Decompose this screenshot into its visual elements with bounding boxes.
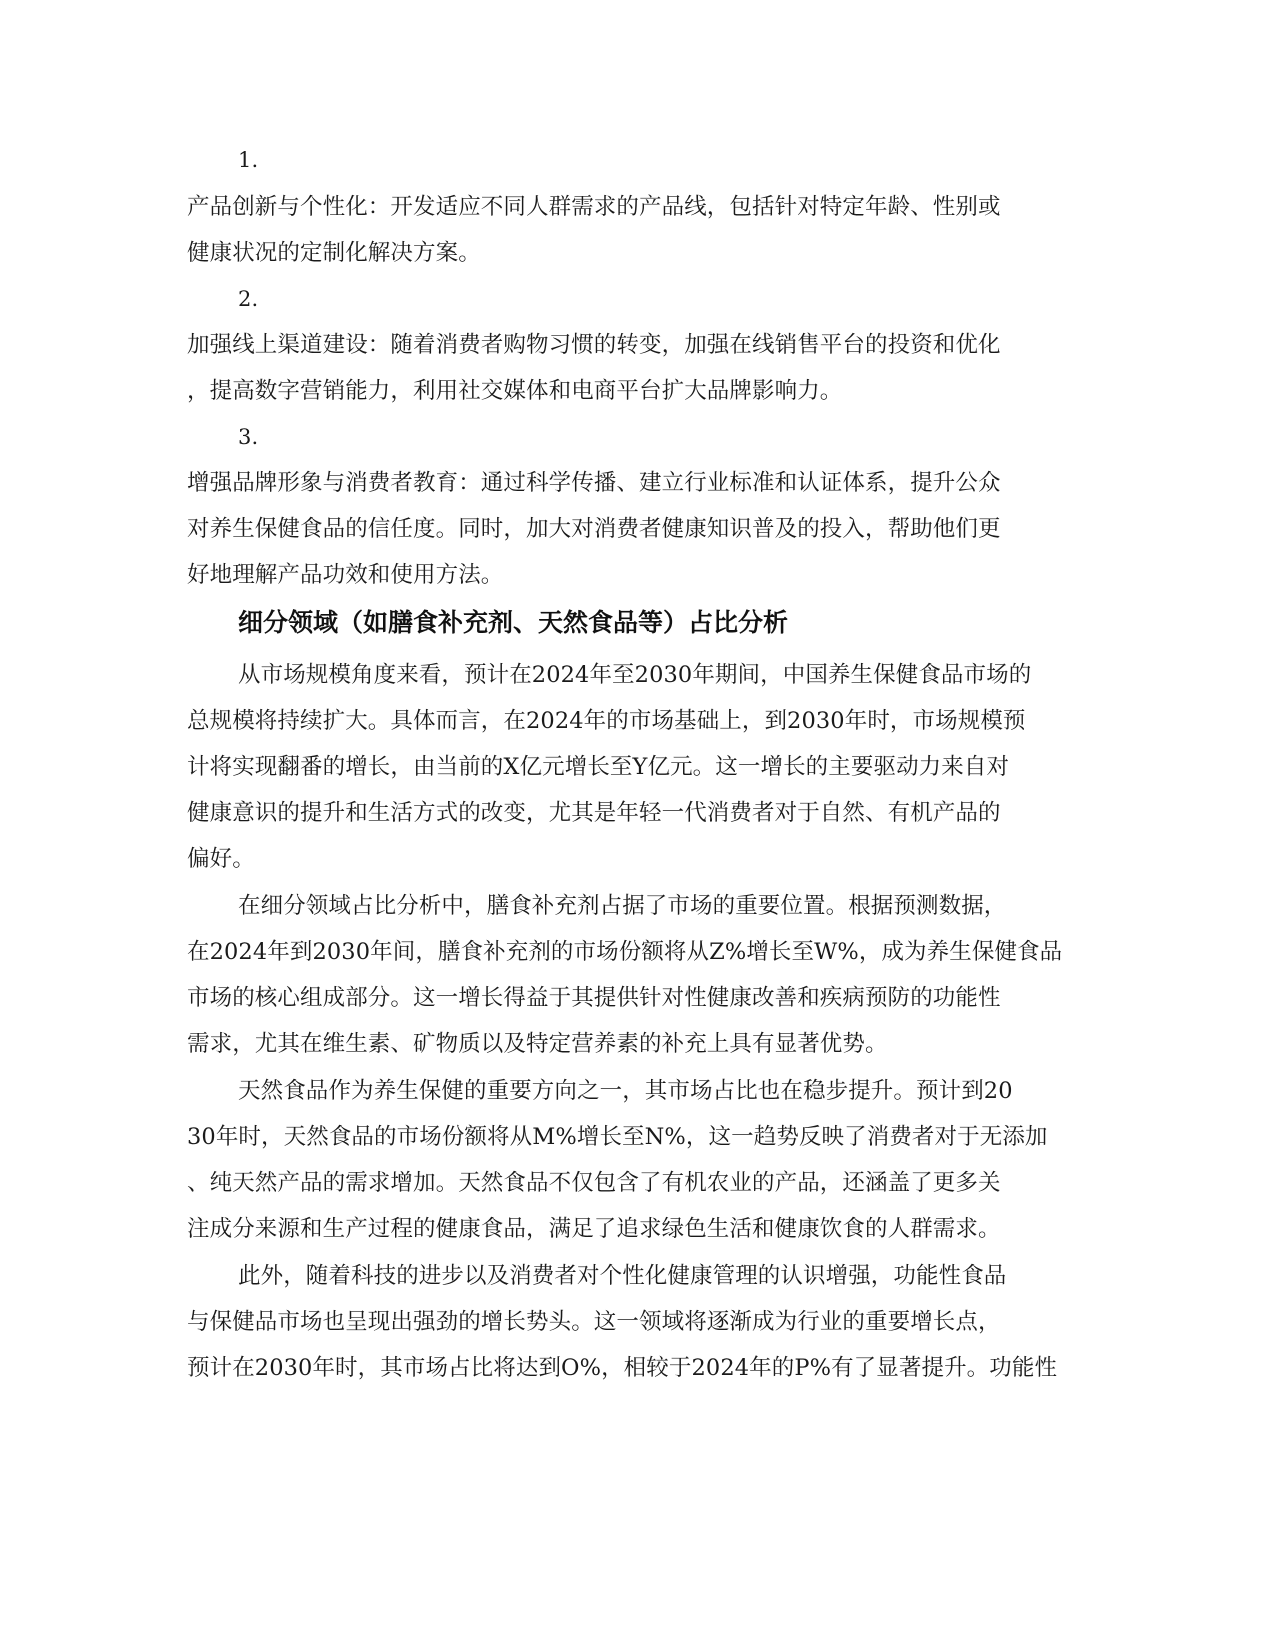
list-item-1-line-1: 产品创新与个性化：开发适应不同人群需求的产品线，包括针对特定年龄、性别或 [187, 194, 1001, 220]
paragraph-3-line-2: 30年时，天然食品的市场份额将从M%增长至N%，这一趋势反映了消费者对于无添加 [187, 1124, 1048, 1150]
paragraph-4-line-1: 此外，随着科技的进步以及消费者对个性化健康管理的认识增强，功能性食品 [238, 1263, 1007, 1289]
paragraph-1-line-2: 总规模将持续扩大。具体而言，在2024年的市场基础上，到2030年时，市场规模预 [187, 708, 1026, 734]
paragraph-3-line-1: 天然食品作为养生保健的重要方向之一，其市场占比也在稳步提升。预计到20 [238, 1078, 1013, 1104]
list-item-2-line-2: ，提高数字营销能力，利用社交媒体和电商平台扩大品牌影响力。 [187, 378, 843, 404]
section-heading: 细分领域（如膳食补充剂、天然食品等）占比分析 [238, 608, 789, 637]
list-item-3-line-1: 增强品牌形象与消费者教育：通过科学传播、建立行业标准和认证体系，提升公众 [187, 470, 1001, 496]
paragraph-1-line-3: 计将实现翻番的增长，由当前的X亿元增长至Y亿元。这一增长的主要驱动力来自对 [187, 754, 1010, 780]
paragraph-3-line-3: 、纯天然产品的需求增加。天然食品不仅包含了有机农业的产品，还涵盖了更多关 [187, 1170, 1001, 1196]
paragraph-2-line-2: 在2024年到2030年间，膳食补充剂的市场份额将从Z%增长至W%，成为养生保健食品 [187, 939, 1063, 965]
paragraph-4-line-3: 预计在2030年时，其市场占比将达到O%，相较于2024年的P%有了显著提升。功能性 [187, 1355, 1058, 1381]
paragraph-4-line-2: 与保健品市场也呈现出强劲的增长势头。这一领域将逐渐成为行业的重要增长点， [187, 1309, 1001, 1335]
paragraph-1-line-4: 健康意识的提升和生活方式的改变，尤其是年轻一代消费者对于自然、有机产品的 [187, 800, 1001, 826]
list-number-3: 3. [238, 425, 259, 449]
list-number-1: 1. [238, 148, 259, 172]
paragraph-1-line-5: 偏好。 [187, 846, 255, 872]
paragraph-1-line-1: 从市场规模角度来看，预计在2024年至2030年期间，中国养生保健食品市场的 [238, 662, 1032, 688]
list-item-2-line-1: 加强线上渠道建设：随着消费者购物习惯的转变，加强在线销售平台的投资和优化 [187, 332, 1001, 358]
list-item-3-line-2: 对养生保健食品的信任度。同时，加大对消费者健康知识普及的投入，帮助他们更 [187, 516, 1001, 542]
paragraph-2-line-4: 需求，尤其在维生素、矿物质以及特定营养素的补充上具有显著优势。 [187, 1031, 888, 1057]
list-item-1-line-2: 健康状况的定制化解决方案。 [187, 240, 481, 266]
paragraph-3-line-4: 注成分来源和生产过程的健康食品，满足了追求绿色生活和健康饮食的人群需求。 [187, 1216, 1001, 1242]
paragraph-2-line-3: 市场的核心组成部分。这一增长得益于其提供针对性健康改善和疾病预防的功能性 [187, 985, 1001, 1011]
paragraph-2-line-1: 在细分领域占比分析中，膳食补充剂占据了市场的重要位置。根据预测数据， [238, 893, 1007, 919]
list-item-3-line-3: 好地理解产品功效和使用方法。 [187, 562, 504, 588]
list-number-2: 2. [238, 287, 259, 311]
